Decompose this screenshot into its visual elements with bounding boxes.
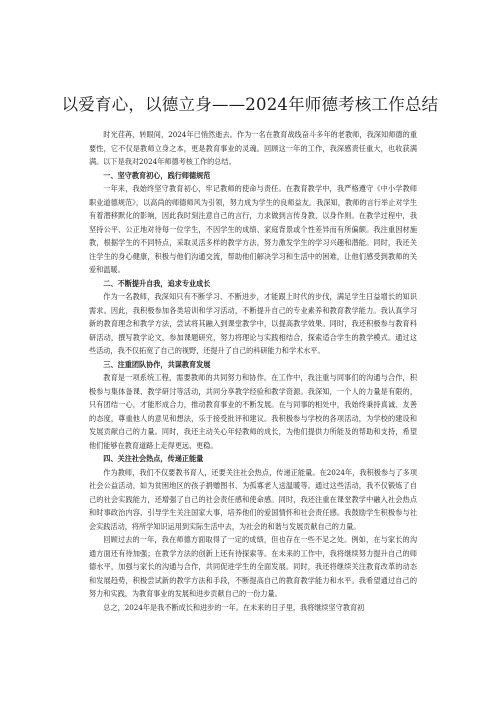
review-paragraph: 回顾过去的一年，我在师德方面取得了一定的成绩，但也存在一些不足之处。例如，在与家长的沟通方面还有待加强；在教学方法的创新上还有待探索等。在未来的工作中，我将继续努力提升自己的师德水平，加强与家长的沟通与合作，共同促进学生的全面发展。同时，我还将继续关注教育改革的动态和发展趋势，积极尝试新的教学方法和手段，不断提高自己的教育教学能力和水平。我希望通过自己的努力和实践，为教育事业的发展和进步贡献自己的一份力量。 (89, 535, 417, 598)
document-body (89, 128, 417, 707)
section-paragraph-2: 作为一名教师，我深知只有不断学习、不断进步，才能跟上时代的步伐，满足学生日益增长的知识需求。因此，我积极参加各类培训和学习活动，不断提升自己的专业素养和教育教学能力。我认真学习新的教育理念和教学方法，尝试将其融入到课堂教学中，以提高教学效果。同时，我还积极参与教育科研活动，撰写教学论文，参加课题研究，努力将理论与实践相结合，探索适合学生的教学模式。通过这些活动，我不仅拓宽了自己的视野，还提升了自己的科研能力和学术水平。 (89, 292, 417, 355)
section-paragraph-3: 教育是一项系统工程，需要教师的共同努力和协作。在工作中，我注重与同事们的沟通与合作，积极参与集体备课、教学研讨等活动，共同分享教学经验和教学资源。我深知，一个人的力量是有限的，只有团结一心，才能形成合力，推动教育事业的不断发展。在与同事的相处中，我始终秉持真诚、友善的态度，尊重他人的意见和想法，乐于接受批评和建议。我积极参与学校的各项活动，为学校的建设和发展贡献自己的力量。同时，我还主动关心年轻教师的成长，为他们提供力所能及的帮助和支持，希望他们能够在教育道路上走得更远、更稳。 (89, 373, 417, 450)
section-heading-1: 一、坚守教育初心，践行师德规范 (103, 170, 211, 180)
section-paragraph-1: 一年来，我始终坚守教育初心，牢记教师的使命与责任。在教育教学中，我严格遵守《中小学教师职业道德规范》，以高尚的师德师风为引领，努力成为学生的良师益友。我深知，教师的言行举止对学生有着潜移默化的影响，因此我时刻注意自己的言行，力求做到言传身教，以身作则。在教学过程中，我坚持公平、公正地对待每一位学生，不因学生的成绩、家庭背景或个性差异而有所偏颇。我注重因材施教，根据学生的不同特点，采取灵活多样的教学方法，努力激发学生的学习兴趣和潜能。同时，我还关注学生的身心健康，积极与他们沟通交流，帮助他们解决学习和生活中的困难，让他们感受到教师的关爱和温暖。 (89, 184, 417, 274)
section-heading-3: 三、注重团队协作，共谋教育发展 (103, 359, 211, 369)
section-heading-4: 四、关注社会热点，传递正能量 (103, 454, 204, 463)
intro-paragraph: 时光荏苒，转眼间，2024年已悄然逝去。作为一名在教育战线奋斗多年的老教师，我深知师德的重要性，它不仅是教师立身之本，更是教育事业的灵魂。回顾这一年的工作，我深感责任重大，也收获满满。以下是我对2024年师德考核工作的总结。 (89, 130, 417, 166)
document-title: 以爱育心，以德立身——2024年师德考核工作总结 (61, 95, 439, 114)
closing-paragraph: 总之，2024年是我不断成长和进步的一年。在未来的日子里，我将继续坚守教育初 (103, 602, 365, 612)
section-heading-2: 二、不断提升自我，追求专业成长 (103, 278, 211, 288)
section-paragraph-4: 作为教师，我们不仅要教书育人，还要关注社会热点，传递正能量。在2024年，我积极参与了多项社会公益活动，如为贫困地区的孩子捐赠图书、为孤寡老人送温暖等。通过这些活动，我不仅锻炼了自己的社会实践能力，还增强了自己的社会责任感和使命感。同时，我还注重在课堂教学中融入社会热点和时事政治内容，引导学生关注国家大事，培养他们的爱国情怀和社会责任感。我鼓励学生积极参与社会实践活动，将所学知识运用到实际生活中去，为社会的和谐与发展贡献自己的力量。 (89, 467, 417, 531)
